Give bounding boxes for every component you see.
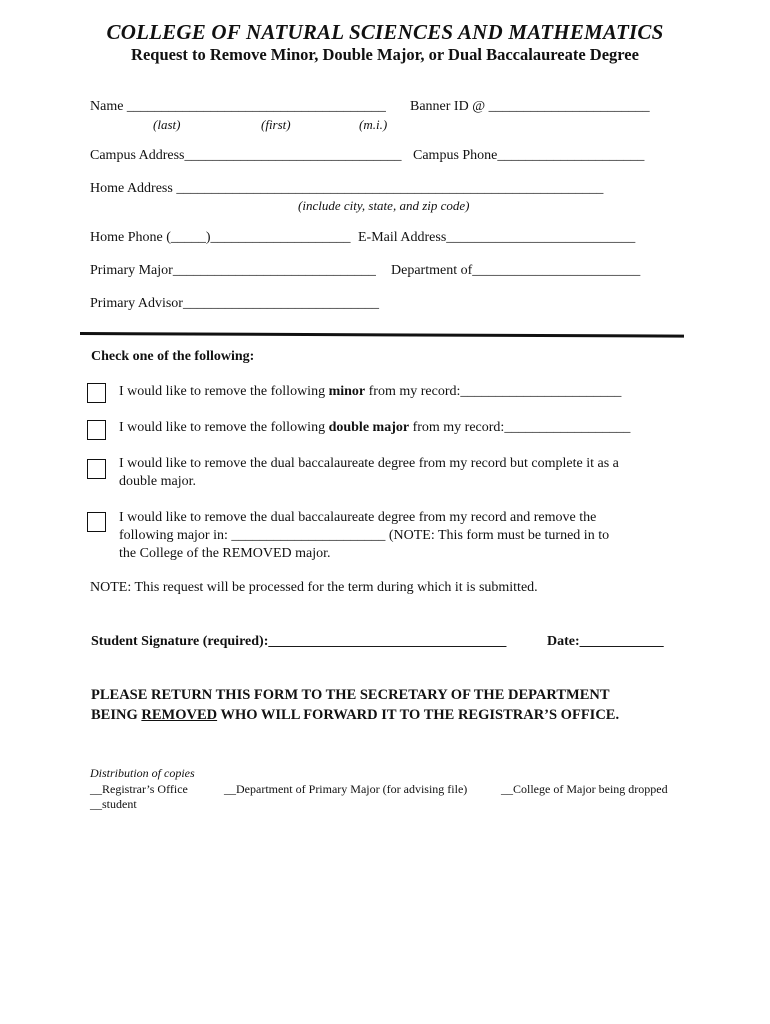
dual-degree-to-double-major-checkbox[interactable]: [87, 459, 106, 479]
department-field[interactable]: Department of________________________: [391, 263, 641, 278]
student-signature-field[interactable]: Student Signature (required):__________________________________: [91, 634, 507, 649]
processing-note: NOTE: This request will be processed for the term during which it is submitted.: [90, 580, 538, 595]
campus-address-field[interactable]: Campus Address_______________________________: [90, 148, 402, 163]
form-subtitle: Request to Remove Minor, Double Major, or Dual Baccalaureate Degree: [131, 45, 639, 64]
form-title: COLLEGE OF NATURAL SCIENCES AND MATHEMATICS: [106, 20, 664, 44]
campus-phone-field[interactable]: Campus Phone_____________________: [413, 148, 645, 163]
banner-id-field[interactable]: Banner ID @ _______________________: [410, 99, 650, 114]
name-mi-hint: (m.i.): [359, 117, 388, 132]
double-major-checkbox[interactable]: [87, 420, 106, 440]
home-address-field[interactable]: Home Address _____________________________________________________________: [90, 181, 604, 196]
date-field[interactable]: Date:____________: [547, 634, 664, 649]
distribution-registrar: __Registrar’s Office: [90, 782, 188, 796]
distribution-student: __student: [90, 797, 137, 811]
primary-advisor-field[interactable]: Primary Advisor____________________________: [90, 296, 379, 311]
distribution-heading: Distribution of copies: [90, 766, 195, 780]
home-phone-field[interactable]: Home Phone (_____)____________________: [90, 230, 351, 245]
minor-option-text: I would like to remove the following minor from my record:_______________________: [119, 384, 622, 399]
distribution-department: __Department of Primary Major (for advising file): [224, 782, 468, 796]
dual-degree-to-double-major-text: I would like to remove the dual baccalaureate degree from my record but complete it as a double major.: [119, 456, 619, 489]
distribution-college: __College of Major being dropped: [501, 782, 668, 796]
name-first-hint: (first): [261, 117, 291, 132]
section-divider: [80, 332, 684, 338]
check-heading: Check one of the following:: [91, 349, 255, 364]
double-major-option-text: I would like to remove the following double major from my record:__________________: [119, 420, 631, 435]
remove-dual-degree-checkbox[interactable]: [87, 512, 106, 532]
email-field[interactable]: E-Mail Address___________________________: [358, 230, 636, 245]
return-instructions: PLEASE RETURN THIS FORM TO THE SECRETARY OF THE DEPARTMENT BEING REMOVED WHO WILL FORWARD IT TO THE REGISTRAR’S OFFICE.: [91, 687, 620, 723]
minor-checkbox[interactable]: [87, 383, 106, 403]
primary-major-field[interactable]: Primary Major_____________________________: [90, 263, 376, 278]
home-address-hint: (include city, state, and zip code): [298, 198, 470, 213]
name-field[interactable]: Name _____________________________________: [90, 99, 386, 114]
name-last-hint: (last): [153, 117, 181, 132]
remove-dual-degree-text: I would like to remove the dual baccalaureate degree from my record and remove the following major in: ______________________ (NOTE: This form must be turned in to the College of the REMOVED major.: [119, 510, 610, 561]
